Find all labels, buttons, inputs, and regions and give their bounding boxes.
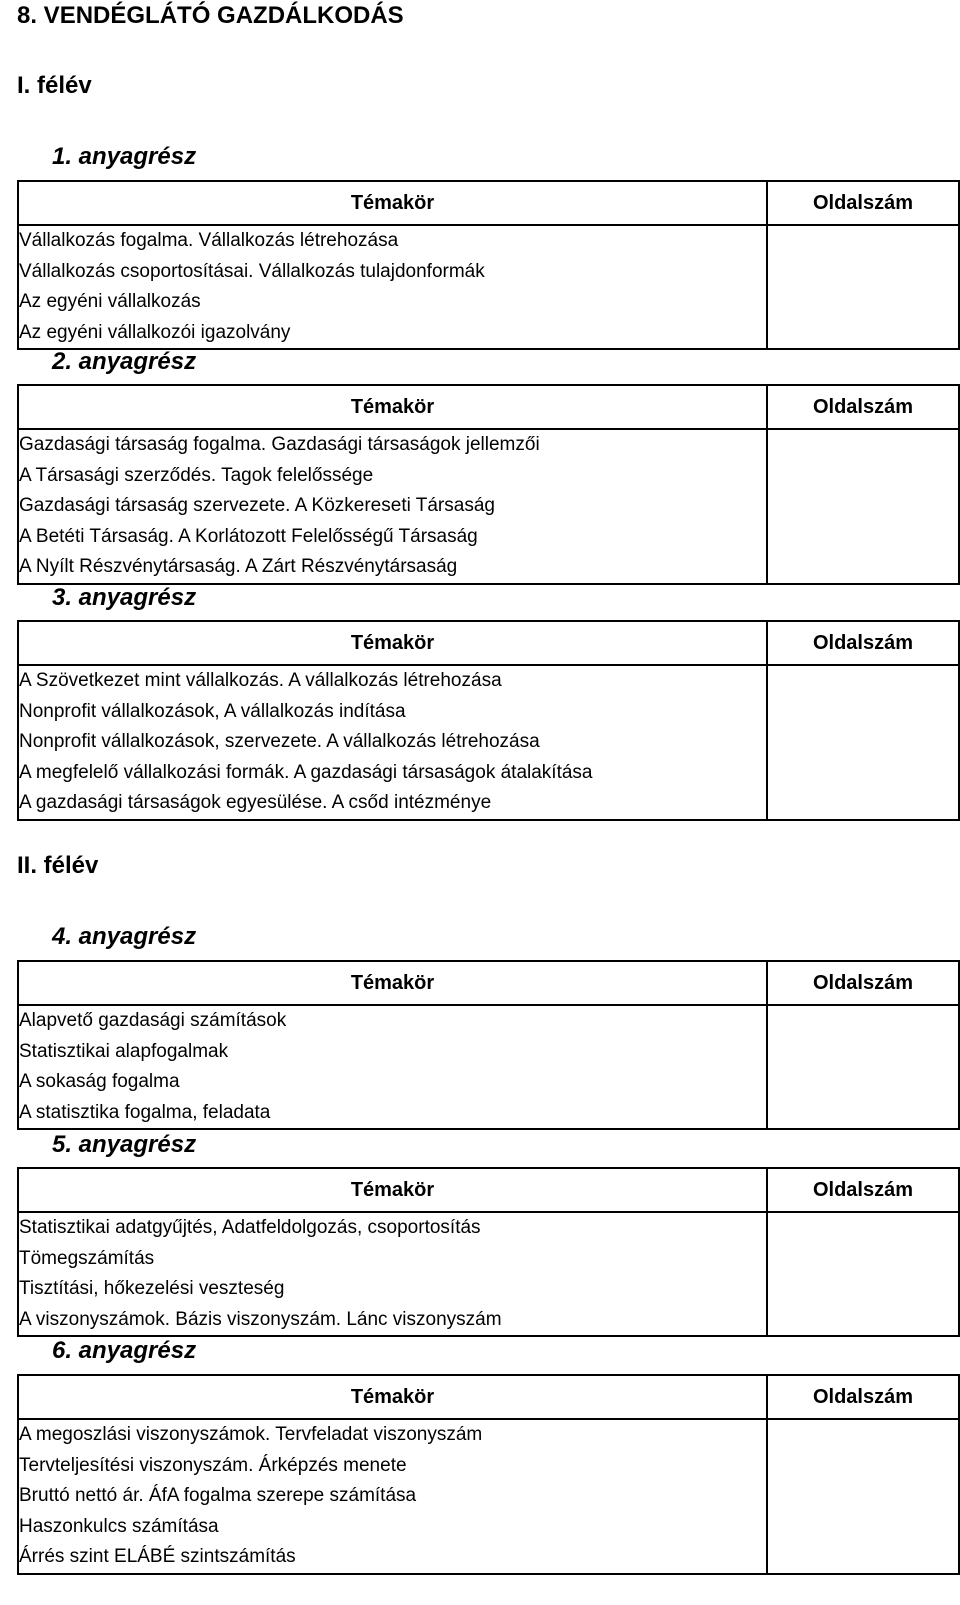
- topic-item: Bruttó nettó ár. ÁfA fogalma szerepe számítása: [19, 1485, 417, 1506]
- topic-item: A Társasági szerződés. Tagok felelőssége: [19, 464, 374, 486]
- topic-item: Vállalkozás csoportosításai. Vállalkozás tulajdonformák: [19, 260, 485, 282]
- topic-column-header: Témakör: [18, 1375, 767, 1419]
- part-1-title: 1. anyagrész: [52, 143, 197, 170]
- topic-item: Az egyéni vállalkozás: [19, 291, 201, 312]
- part-5-title: 5. anyagrész: [52, 1131, 197, 1158]
- part-3-title: 3. anyagrész: [52, 584, 197, 611]
- page-column-header: Oldalszám: [767, 385, 959, 429]
- document-title: 8. VENDÉGLÁTÓ GAZDÁLKODÁS: [17, 2, 404, 29]
- topic-item: A Szövetkezet mint vállalkozás. A vállalkozás létrehozása: [19, 670, 502, 691]
- topic-item: Statisztikai adatgyűjtés, Adatfeldolgozás, csoportosítás: [19, 1217, 481, 1238]
- semester-1-label: I. félév: [17, 72, 92, 99]
- page-number-cell: [767, 1419, 959, 1574]
- topic-item: Alapvető gazdasági számítások: [19, 1010, 287, 1031]
- topic-item: Gazdasági társaság szervezete. A Közkereseti Társaság: [19, 495, 495, 516]
- part-6-table: [17, 1374, 960, 1575]
- topic-column-header: Témakör: [18, 621, 767, 665]
- page-number-cell: [767, 665, 959, 820]
- topic-list-cell: [18, 1419, 767, 1574]
- part-1-table: [17, 180, 960, 350]
- topic-item: Nonprofit vállalkozások, A vállalkozás indítása: [19, 700, 406, 722]
- topic-item: A gazdasági társaságok egyesülése. A csőd intézménye: [19, 792, 492, 813]
- topic-item: Vállalkozás fogalma. Vállalkozás létrehozása: [19, 230, 399, 251]
- page-column-header: Oldalszám: [767, 1168, 959, 1212]
- topic-column-header: Témakör: [18, 385, 767, 429]
- topic-item: Haszonkulcs számítása: [19, 1515, 219, 1537]
- topic-list-cell: [18, 1005, 767, 1129]
- page-number-cell: [767, 1212, 959, 1336]
- part-3-table: [17, 620, 960, 821]
- topic-item: Tisztítási, hőkezelési veszteség: [19, 1278, 285, 1299]
- part-4-title: 4. anyagrész: [52, 923, 197, 950]
- topic-item: Árrés szint ELÁBÉ szintszámítás: [19, 1546, 296, 1567]
- part-2-title: 2. anyagrész: [52, 348, 197, 375]
- topic-list-cell: [18, 429, 767, 584]
- topic-item: A Betéti Társaság. A Korlátozott Felelősségű Társaság: [19, 525, 478, 547]
- topic-item: Nonprofit vállalkozások, szervezete. A vállalkozás létrehozása: [19, 731, 540, 752]
- topic-item: Gazdasági társaság fogalma. Gazdasági társaságok jellemzői: [19, 434, 540, 455]
- semester-2-label: II. félév: [17, 852, 99, 879]
- part-2-table: [17, 384, 960, 585]
- topic-item: A megfelelő vállalkozási formák. A gazdasági társaságok átalakítása: [19, 761, 593, 783]
- part-6-title: 6. anyagrész: [52, 1337, 197, 1364]
- topic-column-header: Témakör: [18, 1168, 767, 1212]
- page-column-header: Oldalszám: [767, 961, 959, 1005]
- part-5-table: [17, 1167, 960, 1337]
- topic-list-cell: [18, 225, 767, 349]
- topic-item: A statisztika fogalma, feladata: [19, 1101, 271, 1123]
- topic-item: A viszonyszámok. Bázis viszonyszám. Lánc viszonyszám: [19, 1308, 502, 1330]
- part-4-table: [17, 960, 960, 1130]
- page-column-header: Oldalszám: [767, 181, 959, 225]
- page-number-cell: [767, 1005, 959, 1129]
- topic-item: Tervteljesítési viszonyszám. Árképzés menete: [19, 1454, 407, 1476]
- page-column-header: Oldalszám: [767, 621, 959, 665]
- topic-item: Az egyéni vállalkozói igazolvány: [19, 321, 291, 343]
- topic-column-header: Témakör: [18, 181, 767, 225]
- topic-list-cell: [18, 1212, 767, 1336]
- topic-column-header: Témakör: [18, 961, 767, 1005]
- topic-item: A sokaság fogalma: [19, 1071, 180, 1092]
- topic-item: A megoszlási viszonyszámok. Tervfeladat viszonyszám: [19, 1424, 483, 1445]
- topic-item: Tömegszámítás: [19, 1247, 155, 1269]
- page-number-cell: [767, 225, 959, 349]
- page-number-cell: [767, 429, 959, 584]
- topic-list-cell: [18, 665, 767, 820]
- topic-item: A Nyílt Részvénytársaság. A Zárt Részvénytársaság: [19, 556, 458, 577]
- topic-item: Statisztikai alapfogalmak: [19, 1040, 229, 1062]
- page-column-header: Oldalszám: [767, 1375, 959, 1419]
